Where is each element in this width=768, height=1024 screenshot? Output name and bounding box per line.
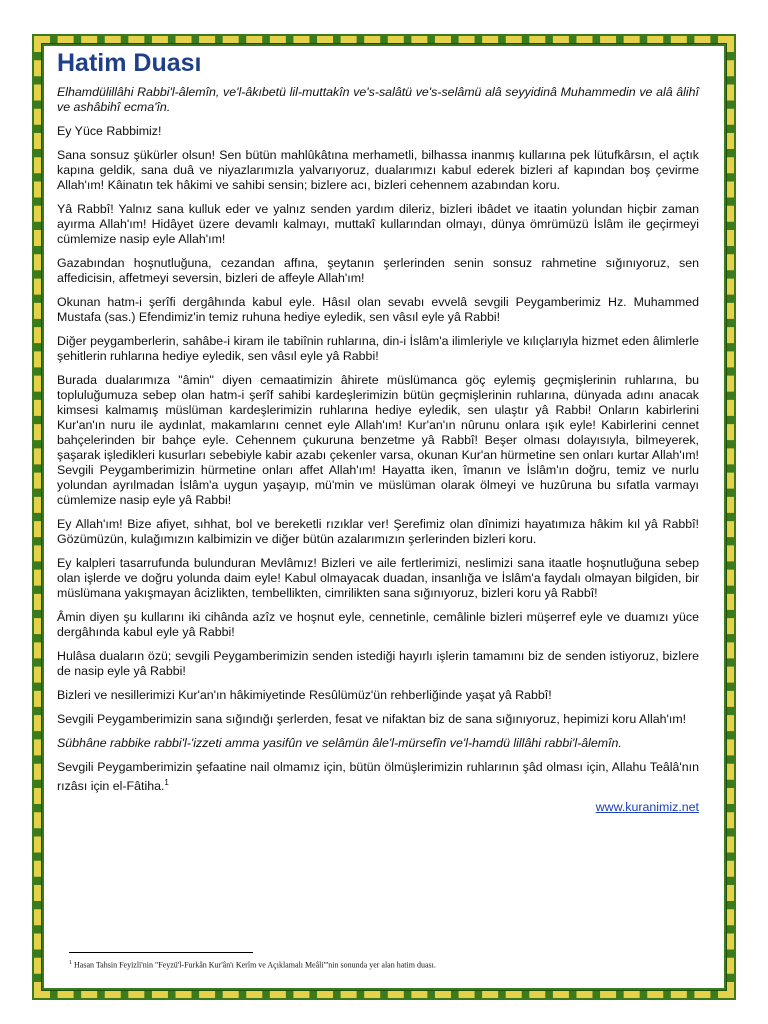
paragraph-family: Ey kalpleri tasarrufunda bulunduran Mevlâmız! Bizleri ve aile fertlerimizi, neslimizi sana itaatle hoşnutluğuna sebep olan işlerde ve doğru yolunda daim eyle! Kabul olmayacak duadan, insanlığa ve İslâm'a faydalı olmayan bilgiden, bir müslümana yakışmayan âcizlikten, tembellikten, cimrilikten sana sığınıyoruz, bizleri koru yâ Rabbî! [57, 556, 699, 600]
footnote-number: 1 [69, 960, 72, 966]
opening-praise: Elhamdülillâhi Rabbi'l-âlemîn, ve'l-âkıbetü lil-muttakîn ve's-salâtü ve's-selâmü alâ seyyidinâ Muhammedin ve alâ âlihî ve ashâbihî ecma'în. [57, 85, 699, 114]
paragraph-worship: Yâ Rabbî! Yalnız sana kulluk eder ve yalnız senden yardım dileriz, bizleri ibâdet ve itaatin yolundan hiçbir zaman ayırma Allah'ım! Hidâyet üzere devamlı kalmayı, muttakî kullarından olmayı, dünya ömrümüzü İslâm ile geçirmeyi cümlemize nasip eyle Allah'ım! [57, 202, 699, 246]
paragraph-address: Ey Yüce Rabbimiz! [57, 124, 162, 138]
paragraph-prophets: Diğer peygamberlerin, sahâbe-i kiram ile tabiînin ruhlarına, din-i İslâm'a ilimleriyle ve kılıçlarıyla hizmet eden âlimlerle şehitlerin ruhlarına hediye eyledik, sen vâsıl eyle yâ Rabbi! [57, 334, 699, 363]
closing-verse: Sübhâne rabbike rabbi'l-'izzeti amma yasifûn ve selâmün âle'l-mürsefîn ve'l-hamdü lillâhi rabbi'l-âlemîn. [57, 736, 622, 750]
paragraph-deceased: Burada dualarımıza "âmin" diyen cemaatimizin âhirete müslümanca göç eylemiş geçmişlerinin ruhlarına, bu topluluğumuza sebep olan hatm-i şerîf sahibi kardeşlerimizin bütün geçmişlerinin ruhlarına, dünyada adını anacak kimsesi kalmamış müslüman kardeşlerimizin ruhlarına hediye eyledik, sen ulaştır yâ Rabbi! Onların kabirlerini Kur'an'ın nuru ile aydınlat, makamlarını cennet eyle Allah'ım! Kur'an'ın nûrunu onlara ışık eyle! Kabirlerini cennet bahçelerinden bir bahçe eyle. Cehennem çukuruna benzetme yâ Rabbî! Beşer olması dolayısıyla, bilmeyerek, şaşarak işledikleri kusurları sebebiyle kabir azabı çekenler varsa, okunan Kur'an hürmetine sen onları kurtar Allah'ım! Sevgili Peygamberimizin hürmetine onları affet Allah'ım! Hayatta iken, îmanın ve İslâm'ın doğru, temiz ve nurlu yolundan ayrılmadan İslâm'a uygun yaşayıp, mü'min ve müslüman olarak ölmeyi ve huzûruna bu sıfatla varmayı cümlemize nasip eyle yâ Rabbi! [57, 373, 699, 507]
page-title: Hatim Duası [57, 49, 202, 77]
paragraph-amin: Âmin diyen şu kullarını iki cihânda azîz ve hoşnut eyle, cennetinle, cemâlinle bizleri müşerref eyle ve duamızı yüce dergâhında kabul eyle yâ Rabbi! [57, 610, 699, 639]
paragraph-fatiha [57, 760, 699, 794]
document-body [57, 48, 699, 815]
website-link[interactable]: www.kuranimiz.net [595, 800, 699, 815]
footnote-text: Hasan Tahsin Feyizli'nin "Feyzü'l-Furkân Kur'ân'ı Kerîm ve Açıklamalı Meâli"'nin sonunda yer alan hatim duası. [74, 960, 436, 970]
paragraph-gratitude: Sana sonsuz şükürler olsun! Sen bütün mahlûkâtına merhametli, bilhassa inanmış kullarına pek lütufkârsın, el açtık kapına geldik, sana duâ ve niyazlarımızla yalvarıyoruz, dualarımızı kabul ederek bizleri af kapından boş çevirme Allah'ım! Kâinatın tek hâkimi ve sahibi sensin; bizlere acı, bizleri cehennem azabından koru. [57, 148, 699, 192]
footnote-divider [69, 952, 253, 953]
paragraph-protection: Sevgili Peygamberimizin sana sığındığı şerlerden, fesat ve nifaktan biz de sana sığınıyoruz, hepimizi koru Allah'ım! [57, 712, 687, 726]
fatiha-text: Sevgili Peygamberimizin şefaatine nail olmamız için, bütün ölmüşlerimizin ruhlarının şâd olması için, Allahu Teâlâ'nın rızâsı için el-Fâtiha. [57, 760, 699, 794]
paragraph-refuge: Gazabından hoşnutluğuna, cezandan affına, şeytanın şerlerinden senin sonsuz rahmetine sığınıyoruz, sen affedicisin, affetmeyi seversin, bizleri de affeyle Allah'ım! [57, 256, 699, 285]
paragraph-health: Ey Allah'ım! Bize afiyet, sıhhat, bol ve bereketli rızıklar ver! Şerefimiz olan dînimizi hayatımıza hâkim kıl yâ Rabbî! Gözümüzün, kulağımızın kalbimizin ve diğer bütün azalarımızın şerlerinden bizleri koru. [57, 517, 699, 546]
paragraph-acceptance: Okunan hatm-i şerîfi dergâhında kabul eyle. Hâsıl olan sevabı evvelâ sevgili Peygamberimiz Hz. Muhammed Mustafa (sas.) Efendimiz'in temiz ruhuna hediye eyledik, sen vâsıl eyle yâ Rabbi! [57, 295, 699, 324]
paragraph-summary: Hulâsa duaların özü; sevgili Peygamberimizin senden istediği hayırlı işlerin tamamını biz de senden istiyoruz, bizlere de nasip eyle yâ Rabbi! [57, 649, 699, 678]
footnote-marker: 1 [164, 778, 169, 787]
footnote [69, 958, 709, 971]
paragraph-generations: Bizleri ve nesillerimizi Kur'an'ın hâkimiyetinde Resûlümüz'ün rehberliğinde yaşat yâ Rabbî! [57, 688, 552, 702]
